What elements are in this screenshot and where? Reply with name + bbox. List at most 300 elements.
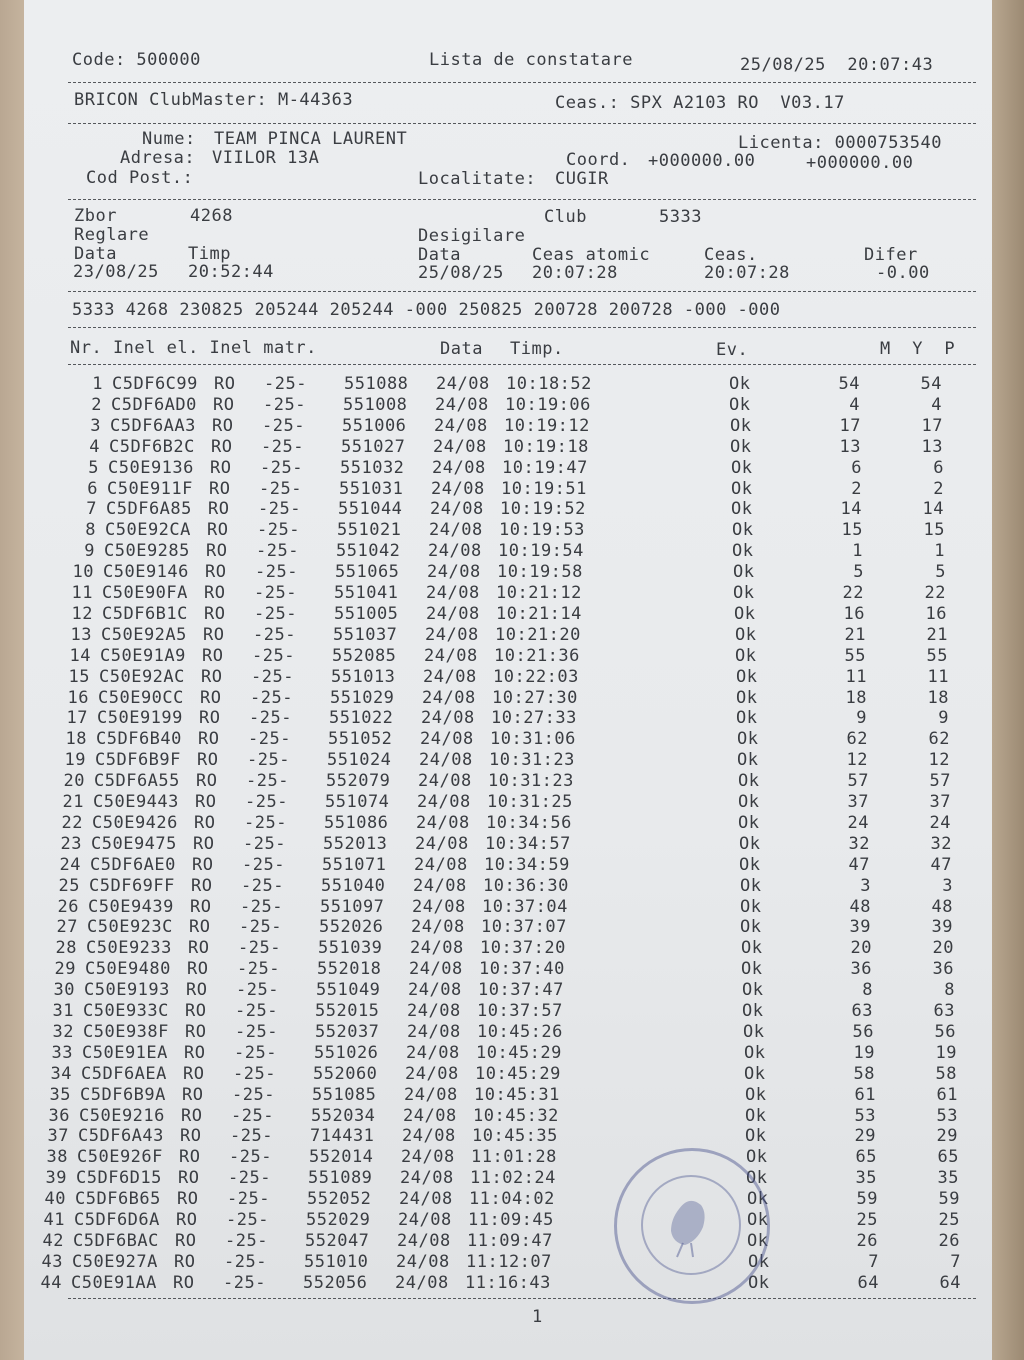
event-status: Ok bbox=[731, 457, 753, 478]
position-m: 35 bbox=[855, 1168, 877, 1189]
row-number: 30 bbox=[53, 980, 75, 1001]
row-number: 2 bbox=[91, 394, 102, 415]
col-header-nr-inel: Nr. Inel el. Inel matr. bbox=[70, 338, 317, 358]
arrival-time: 10:31:06 bbox=[490, 729, 576, 750]
event-status: Ok bbox=[741, 959, 763, 980]
event-status: Ok bbox=[729, 394, 751, 415]
col-header-data: Data bbox=[440, 339, 483, 359]
arrival-date: 24/08 bbox=[410, 938, 464, 959]
device-id: BRICON ClubMaster: M-44363 bbox=[74, 90, 354, 110]
ring-electronic: C5DF6D6A bbox=[74, 1210, 160, 1230]
ring-year: -25- bbox=[261, 436, 304, 457]
ring-country: RO bbox=[178, 1168, 200, 1189]
ring-country: RO bbox=[183, 1063, 205, 1084]
position-y: 59 bbox=[938, 1189, 960, 1210]
ring-year: -25- bbox=[258, 499, 301, 520]
arrival-time: 10:21:14 bbox=[496, 603, 582, 624]
ring-country: RO bbox=[209, 478, 231, 499]
arrival-time: 10:19:51 bbox=[501, 478, 587, 499]
reglare-date: 23/08/25 bbox=[73, 262, 159, 282]
club-number: 5333 bbox=[659, 207, 702, 227]
ring-electronic: C50E9426 bbox=[92, 812, 178, 833]
ring-country: RO bbox=[204, 603, 226, 624]
row-number: 37 bbox=[47, 1126, 69, 1147]
ring-country: RO bbox=[204, 583, 226, 603]
position-y: 58 bbox=[935, 1063, 957, 1084]
clock-id: Ceas.: SPX A2103 RO V03.17 bbox=[555, 93, 845, 113]
position-m: 1 bbox=[852, 541, 863, 562]
ring-country: RO bbox=[184, 1042, 206, 1063]
ring-year: -25- bbox=[259, 478, 302, 499]
arrival-date: 24/08 bbox=[418, 771, 472, 792]
position-m: 8 bbox=[862, 980, 873, 1001]
position-m: 6 bbox=[851, 457, 862, 478]
event-status: Ok bbox=[732, 541, 754, 562]
ring-number: 552014 bbox=[309, 1147, 374, 1168]
arrival-time: 10:19:18 bbox=[503, 436, 589, 457]
position-m: 19 bbox=[853, 1042, 875, 1063]
position-y: 19 bbox=[935, 1042, 957, 1063]
ring-year: -25- bbox=[230, 1126, 273, 1147]
page-number: 1 bbox=[532, 1307, 543, 1327]
table-row bbox=[8, 729, 976, 749]
arrival-date: 24/08 bbox=[419, 750, 473, 771]
arrival-date: 24/08 bbox=[409, 959, 463, 980]
event-status: Ok bbox=[745, 1126, 767, 1147]
position-m: 61 bbox=[854, 1084, 876, 1105]
arrival-time: 10:21:36 bbox=[494, 645, 580, 666]
ring-year: -25- bbox=[233, 1063, 276, 1084]
ring-number: 552047 bbox=[305, 1230, 370, 1251]
position-m: 20 bbox=[850, 938, 872, 959]
arrival-time: 10:34:56 bbox=[486, 812, 572, 833]
row-number: 14 bbox=[69, 645, 91, 666]
arrival-time: 10:21:12 bbox=[496, 583, 582, 603]
arrival-time: 10:45:31 bbox=[474, 1084, 560, 1105]
row-number: 27 bbox=[56, 917, 78, 938]
table-row bbox=[24, 374, 992, 394]
event-status: Ok bbox=[740, 896, 762, 917]
position-y: 54 bbox=[920, 374, 942, 394]
arrival-time: 10:19:53 bbox=[499, 520, 585, 541]
event-status: Ok bbox=[730, 436, 752, 457]
event-status: Ok bbox=[736, 708, 758, 729]
row-number: 9 bbox=[84, 541, 95, 562]
table-row bbox=[0, 1106, 959, 1126]
ceas-time: 20:07:28 bbox=[704, 263, 790, 283]
ring-number: 552060 bbox=[313, 1063, 378, 1084]
ring-electronic: C5DF6B40 bbox=[96, 729, 182, 750]
arrival-date: 24/08 bbox=[428, 541, 482, 562]
arrival-time: 10:27:33 bbox=[491, 708, 577, 729]
position-y: 63 bbox=[933, 1001, 955, 1021]
address-label: Adresa: bbox=[120, 148, 196, 168]
ring-year: -25- bbox=[250, 687, 293, 708]
position-y: 37 bbox=[929, 792, 951, 812]
arrival-time: 10:19:12 bbox=[504, 415, 590, 436]
arrival-time: 10:19:47 bbox=[502, 457, 588, 478]
ring-number: 551024 bbox=[327, 750, 392, 771]
ring-electronic: C50E9193 bbox=[84, 980, 170, 1001]
coord-label: Coord. bbox=[566, 150, 631, 170]
position-y: 24 bbox=[929, 812, 951, 833]
ring-electronic: C50E92AC bbox=[99, 666, 185, 687]
event-status: Ok bbox=[729, 374, 751, 394]
desigilare-label: Desigilare bbox=[418, 226, 526, 246]
postcode-label: Cod Post.: bbox=[86, 168, 194, 188]
reglare-timp-label: Timp bbox=[188, 244, 231, 264]
ring-electronic: C5DF6A85 bbox=[106, 499, 192, 520]
arrival-time: 10:34:57 bbox=[485, 833, 571, 854]
arrival-date: 24/08 bbox=[415, 833, 469, 854]
ring-electronic: C50E9233 bbox=[86, 938, 172, 959]
row-number: 6 bbox=[87, 478, 98, 499]
event-status: Ok bbox=[735, 645, 757, 666]
row-number: 35 bbox=[49, 1084, 71, 1105]
ring-year: -25- bbox=[232, 1084, 275, 1105]
row-number: 26 bbox=[57, 896, 79, 917]
arrival-date: 24/08 bbox=[404, 1084, 458, 1105]
event-status: Ok bbox=[738, 771, 760, 792]
ring-number: 552015 bbox=[315, 1001, 380, 1021]
row-number: 25 bbox=[58, 875, 80, 896]
row-number: 10 bbox=[72, 562, 94, 583]
ring-number: 551032 bbox=[340, 457, 405, 478]
table-row bbox=[21, 437, 989, 457]
position-m: 14 bbox=[840, 499, 862, 520]
ring-electronic: C5DF6A55 bbox=[94, 771, 180, 792]
position-y: 57 bbox=[929, 771, 951, 792]
position-y: 4 bbox=[931, 394, 942, 415]
position-m: 4 bbox=[849, 394, 860, 415]
event-status: Ok bbox=[747, 1210, 769, 1230]
position-y: 20 bbox=[932, 938, 954, 959]
ring-year: -25- bbox=[225, 1230, 268, 1251]
ring-year: -25- bbox=[256, 541, 299, 562]
ring-year: -25- bbox=[241, 875, 284, 896]
arrival-date: 24/08 bbox=[402, 1126, 456, 1147]
ring-country: RO bbox=[180, 1126, 202, 1147]
arrival-time: 11:16:43 bbox=[465, 1272, 551, 1293]
ring-electronic: C50E927A bbox=[72, 1251, 158, 1272]
arrival-date: 24/08 bbox=[417, 792, 471, 812]
position-y: 61 bbox=[936, 1084, 958, 1105]
row-number: 22 bbox=[61, 812, 83, 833]
ring-electronic: C50E9216 bbox=[79, 1105, 165, 1126]
table-row bbox=[14, 583, 982, 603]
position-y: 47 bbox=[930, 854, 952, 875]
position-m: 54 bbox=[838, 374, 860, 394]
row-number: 23 bbox=[60, 833, 82, 854]
arrival-time: 10:19:54 bbox=[498, 541, 584, 562]
ring-country: RO bbox=[177, 1189, 199, 1210]
ring-number: 551097 bbox=[320, 896, 385, 917]
ring-number: 551031 bbox=[339, 478, 404, 499]
ring-year: -25- bbox=[264, 374, 307, 394]
ring-country: RO bbox=[214, 374, 236, 394]
ring-year: -25- bbox=[238, 938, 281, 959]
arrival-time: 10:31:23 bbox=[488, 771, 574, 792]
row-number: 21 bbox=[62, 792, 84, 812]
ring-electronic: C5DF6AA3 bbox=[110, 415, 196, 436]
table-row bbox=[0, 1147, 957, 1167]
position-y: 48 bbox=[931, 896, 953, 917]
ring-electronic: C5DF6B65 bbox=[75, 1189, 161, 1210]
reglare-label: Reglare bbox=[74, 225, 150, 245]
table-row bbox=[14, 604, 982, 624]
license-number: Licenta: 0000753540 bbox=[738, 133, 942, 153]
table-row bbox=[0, 1272, 961, 1293]
row-number: 31 bbox=[52, 1001, 74, 1021]
ring-electronic: C5DF6AD0 bbox=[111, 394, 197, 415]
position-m: 53 bbox=[854, 1105, 876, 1126]
arrival-time: 10:37:07 bbox=[481, 917, 567, 938]
ceas-label: Ceas. bbox=[704, 245, 758, 265]
event-status: Ok bbox=[732, 520, 754, 541]
arrival-date: 24/08 bbox=[411, 917, 465, 938]
arrival-date: 24/08 bbox=[421, 708, 475, 729]
ring-year: -25- bbox=[235, 1001, 278, 1021]
table-row bbox=[11, 667, 979, 687]
table-row bbox=[18, 499, 986, 519]
event-status: Ok bbox=[748, 1251, 770, 1272]
table-row bbox=[15, 562, 983, 582]
position-m: 24 bbox=[847, 812, 869, 833]
event-status: Ok bbox=[740, 875, 762, 896]
ring-number: 551005 bbox=[334, 603, 399, 624]
divider bbox=[68, 291, 976, 292]
row-number: 7 bbox=[86, 499, 97, 520]
arrival-time: 10:37:57 bbox=[477, 1001, 563, 1021]
ring-number: 552034 bbox=[311, 1105, 376, 1126]
ring-country: RO bbox=[193, 833, 215, 854]
divider bbox=[68, 364, 976, 365]
ring-year: -25- bbox=[224, 1251, 267, 1272]
arrival-time: 10:45:29 bbox=[476, 1042, 562, 1063]
ring-electronic: C50E938F bbox=[83, 1021, 169, 1042]
position-m: 13 bbox=[839, 436, 861, 457]
ring-electronic: C50E90CC bbox=[98, 687, 184, 708]
event-status: Ok bbox=[736, 666, 758, 687]
arrival-time: 10:45:32 bbox=[473, 1105, 559, 1126]
position-y: 53 bbox=[936, 1105, 958, 1126]
ring-electronic: C5DF6D15 bbox=[76, 1168, 162, 1189]
table-row bbox=[0, 1085, 960, 1105]
ring-year: -25- bbox=[228, 1168, 271, 1189]
arrival-date: 24/08 bbox=[407, 1021, 461, 1042]
position-y: 11 bbox=[927, 666, 949, 687]
event-status: Ok bbox=[739, 833, 761, 854]
ring-country: RO bbox=[213, 394, 235, 415]
arrival-time: 11:02:24 bbox=[470, 1168, 556, 1189]
ring-year: -25- bbox=[257, 520, 300, 541]
table-row bbox=[13, 625, 981, 645]
arrival-time: 10:31:23 bbox=[489, 750, 575, 771]
name-label: Nume: bbox=[142, 129, 196, 149]
arrival-date: 24/08 bbox=[396, 1251, 450, 1272]
arrival-time: 10:34:59 bbox=[484, 854, 570, 875]
ring-year: -25- bbox=[253, 624, 296, 645]
ring-electronic: C50E923C bbox=[87, 917, 173, 938]
ring-number: 551049 bbox=[316, 980, 381, 1001]
arrival-time: 11:01:28 bbox=[471, 1147, 557, 1168]
position-y: 15 bbox=[923, 520, 945, 541]
ring-number: 551042 bbox=[336, 541, 401, 562]
ring-electronic: C50E9443 bbox=[93, 792, 179, 812]
position-y: 25 bbox=[938, 1210, 960, 1230]
row-number: 12 bbox=[71, 603, 93, 624]
club-stamp bbox=[614, 1148, 770, 1304]
arrival-time: 10:18:52 bbox=[506, 374, 592, 394]
arrival-date: 24/08 bbox=[425, 624, 479, 645]
arrival-date: 24/08 bbox=[400, 1168, 454, 1189]
ring-year: -25- bbox=[243, 833, 286, 854]
position-y: 32 bbox=[930, 833, 952, 854]
ring-number: 551089 bbox=[308, 1168, 373, 1189]
ring-country: RO bbox=[195, 792, 217, 812]
arrival-time: 11:09:47 bbox=[467, 1230, 553, 1251]
ring-year: -25- bbox=[237, 959, 280, 980]
arrival-date: 24/08 bbox=[432, 457, 486, 478]
event-status: Ok bbox=[739, 854, 761, 875]
ring-number: 552026 bbox=[319, 917, 384, 938]
arrival-date: 24/08 bbox=[420, 729, 474, 750]
position-m: 37 bbox=[847, 792, 869, 812]
event-status: Ok bbox=[737, 750, 759, 771]
arrival-time: 10:45:35 bbox=[472, 1126, 558, 1147]
arrival-time: 10:37:04 bbox=[482, 896, 568, 917]
arrival-time: 10:37:20 bbox=[480, 938, 566, 959]
table-row bbox=[0, 1064, 961, 1084]
position-y: 35 bbox=[937, 1168, 959, 1189]
position-y: 36 bbox=[932, 959, 954, 980]
ring-electronic: C5DF6AE0 bbox=[90, 854, 176, 875]
ring-country: RO bbox=[192, 854, 214, 875]
row-number: 8 bbox=[85, 520, 96, 541]
position-m: 39 bbox=[849, 917, 871, 938]
ring-number: 551013 bbox=[331, 666, 396, 687]
ring-number: 551037 bbox=[333, 624, 398, 645]
position-y: 18 bbox=[927, 687, 949, 708]
event-status: Ok bbox=[744, 1042, 766, 1063]
ring-number: 551010 bbox=[304, 1251, 369, 1272]
club-label: Club bbox=[544, 207, 587, 227]
position-m: 22 bbox=[842, 583, 864, 603]
arrival-date: 24/08 bbox=[413, 875, 467, 896]
ring-number: 552056 bbox=[303, 1272, 368, 1293]
table-row bbox=[6, 771, 974, 791]
ring-year: -25- bbox=[262, 415, 305, 436]
ring-country: RO bbox=[186, 980, 208, 1001]
ring-year: -25- bbox=[223, 1272, 266, 1293]
arrival-date: 24/08 bbox=[403, 1105, 457, 1126]
position-m: 7 bbox=[868, 1251, 879, 1272]
ring-country: RO bbox=[205, 562, 227, 583]
ring-year: -25- bbox=[248, 729, 291, 750]
divider bbox=[68, 327, 976, 328]
code-label: Code: 500000 bbox=[72, 50, 201, 70]
position-y: 29 bbox=[936, 1126, 958, 1147]
event-status: Ok bbox=[734, 603, 756, 624]
ring-year: -25- bbox=[260, 457, 303, 478]
ring-electronic: C5DF6AEA bbox=[81, 1063, 167, 1084]
divider bbox=[68, 123, 976, 124]
ring-number: 552085 bbox=[332, 645, 397, 666]
table-row bbox=[0, 917, 967, 937]
ring-electronic: C5DF6B1C bbox=[102, 603, 188, 624]
position-m: 11 bbox=[845, 666, 867, 687]
position-m: 58 bbox=[853, 1063, 875, 1084]
position-m: 65 bbox=[855, 1147, 877, 1168]
row-number: 13 bbox=[70, 624, 92, 645]
atomic-clock-label: Ceas atomic bbox=[532, 245, 651, 265]
event-status: Ok bbox=[748, 1272, 770, 1293]
ring-electronic: C5DF6A43 bbox=[78, 1126, 164, 1147]
ring-year: -25- bbox=[236, 980, 279, 1001]
table-row bbox=[0, 1168, 959, 1189]
ring-year: -25- bbox=[244, 812, 287, 833]
col-header-myp: M Y P bbox=[880, 339, 956, 359]
col-header-timp: Timp. bbox=[510, 339, 564, 359]
ring-country: RO bbox=[211, 436, 233, 457]
event-status: Ok bbox=[744, 1063, 766, 1084]
position-m: 36 bbox=[850, 959, 872, 980]
ring-number: 551088 bbox=[344, 374, 409, 394]
arrival-time: 10:37:40 bbox=[479, 959, 565, 980]
position-m: 15 bbox=[841, 520, 863, 541]
ring-year: -25- bbox=[254, 583, 297, 603]
event-status: Ok bbox=[743, 1021, 765, 1042]
ring-country: RO bbox=[212, 415, 234, 436]
arrival-date: 24/08 bbox=[422, 687, 476, 708]
ring-electronic: C5DF6B2C bbox=[109, 436, 195, 457]
position-y: 8 bbox=[944, 980, 955, 1001]
row-number: 42 bbox=[42, 1230, 64, 1251]
event-status: Ok bbox=[741, 938, 763, 959]
row-number: 36 bbox=[48, 1105, 70, 1126]
position-m: 9 bbox=[856, 708, 867, 729]
table-row bbox=[0, 1043, 962, 1063]
row-number: 5 bbox=[88, 457, 99, 478]
ring-number: 551044 bbox=[338, 499, 403, 520]
ring-number: 551086 bbox=[324, 812, 389, 833]
ring-year: -25- bbox=[251, 666, 294, 687]
arrival-date: 24/08 bbox=[436, 374, 490, 394]
row-number: 16 bbox=[67, 687, 89, 708]
event-status: Ok bbox=[737, 729, 759, 750]
event-status: Ok bbox=[735, 624, 757, 645]
zbor-label: Zbor bbox=[74, 206, 117, 226]
desig-data-label: Data bbox=[418, 245, 461, 265]
table-row bbox=[2, 855, 970, 875]
row-number: 24 bbox=[59, 854, 81, 875]
ring-number: 552079 bbox=[326, 771, 391, 792]
ring-country: RO bbox=[191, 875, 213, 896]
event-status: Ok bbox=[746, 1147, 768, 1168]
difer-value: -0.00 bbox=[876, 263, 930, 283]
row-number: 17 bbox=[66, 708, 88, 729]
ring-year: -25- bbox=[229, 1147, 272, 1168]
table-row bbox=[9, 708, 977, 728]
table-row bbox=[7, 750, 975, 770]
ring-electronic: C50E91AA bbox=[71, 1272, 157, 1293]
table-row bbox=[3, 834, 971, 854]
arrival-date: 24/08 bbox=[401, 1147, 455, 1168]
position-y: 17 bbox=[921, 415, 943, 436]
position-y: 13 bbox=[921, 436, 943, 457]
table-row bbox=[0, 1126, 958, 1146]
event-status: Ok bbox=[747, 1230, 769, 1251]
